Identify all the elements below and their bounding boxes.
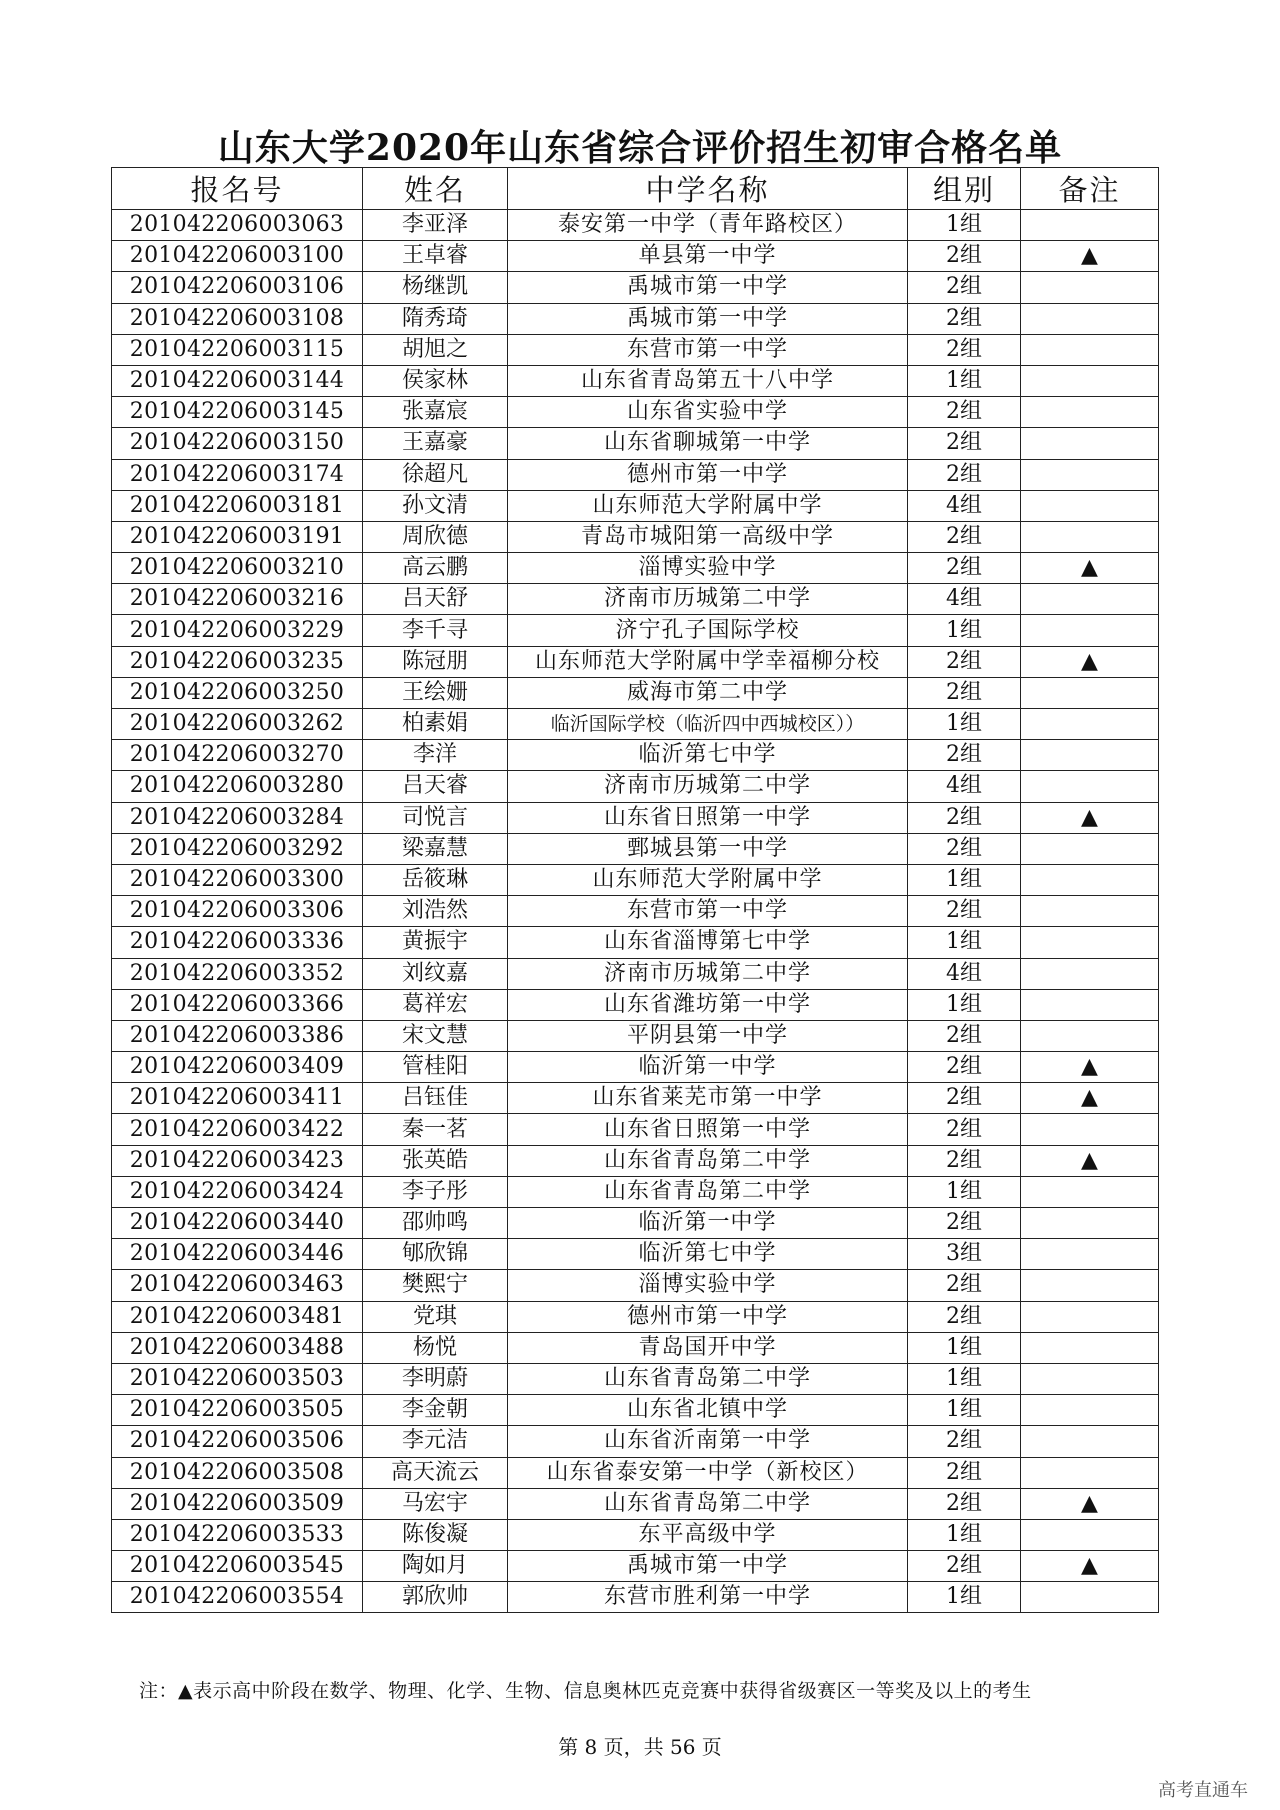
group-cell: 2组: [908, 1145, 1021, 1176]
registration-number-cell: 201042206003284: [112, 802, 363, 833]
remarks-cell: [1021, 989, 1159, 1020]
table-header-row: [112, 168, 1159, 210]
school-name-cell: 临沂第一中学: [508, 1208, 908, 1239]
school-name-cell: 山东省泰安第一中学（新校区）: [508, 1457, 908, 1488]
group-cell: 2组: [908, 459, 1021, 490]
group-cell: 1组: [908, 1395, 1021, 1426]
school-name-cell: 禹城市第一中学: [508, 272, 908, 303]
remarks-cell: [1021, 740, 1159, 771]
registration-number-cell: 201042206003352: [112, 958, 363, 989]
student-name-cell: 侯家林: [363, 365, 508, 396]
table-row: [112, 553, 1159, 584]
registration-number-cell: 201042206003235: [112, 646, 363, 677]
registration-number-cell: 201042206003423: [112, 1145, 363, 1176]
student-name-cell: 高天流云: [363, 1457, 508, 1488]
school-name-cell: 山东省实验中学: [508, 397, 908, 428]
remarks-cell: ▲: [1021, 553, 1159, 584]
group-cell: 1组: [908, 1332, 1021, 1363]
student-name-cell: 李明蔚: [363, 1363, 508, 1394]
table-row: [112, 802, 1159, 833]
remarks-cell: ▲: [1021, 1083, 1159, 1114]
school-name-cell: 威海市第二中学: [508, 677, 908, 708]
student-name-cell: 孙文清: [363, 490, 508, 521]
student-name-cell: 陶如月: [363, 1551, 508, 1582]
table-row: [112, 1519, 1159, 1550]
student-name-cell: 管桂阳: [363, 1052, 508, 1083]
registration-number-cell: 201042206003545: [112, 1551, 363, 1582]
table-row: [112, 833, 1159, 864]
school-name-cell: 山东省青岛第二中学: [508, 1145, 908, 1176]
school-name-cell: 山东省青岛第二中学: [508, 1363, 908, 1394]
student-name-cell: 邵帅鸣: [363, 1208, 508, 1239]
school-name-cell: 青岛国开中学: [508, 1332, 908, 1363]
student-name-cell: 王嘉豪: [363, 428, 508, 459]
registration-number-cell: 201042206003108: [112, 303, 363, 334]
remarks-cell: [1021, 958, 1159, 989]
page-title: 山东大学2020年山东省综合评价招生初审合格名单: [217, 127, 1063, 169]
group-cell: 2组: [908, 1114, 1021, 1145]
school-name-cell: 山东省淄博第七中学: [508, 927, 908, 958]
school-name-cell: 东营市第一中学: [508, 334, 908, 365]
remarks-cell: [1021, 365, 1159, 396]
group-cell: 1组: [908, 365, 1021, 396]
student-name-cell: 胡旭之: [363, 334, 508, 365]
school-name-cell: 青岛市城阳第一高级中学: [508, 521, 908, 552]
remarks-cell: [1021, 334, 1159, 365]
student-name-cell: 杨悦: [363, 1332, 508, 1363]
school-name-cell: 山东省青岛第二中学: [508, 1488, 908, 1519]
registration-number-cell: 201042206003262: [112, 709, 363, 740]
group-cell: 2组: [908, 1208, 1021, 1239]
group-cell: 2组: [908, 334, 1021, 365]
registration-number-cell: 201042206003386: [112, 1020, 363, 1051]
group-cell: 1组: [908, 709, 1021, 740]
column-header-school: 中学名称: [508, 168, 908, 210]
group-cell: 2组: [908, 1457, 1021, 1488]
table-row: [112, 1020, 1159, 1051]
student-name-cell: 马宏宇: [363, 1488, 508, 1519]
group-cell: 2组: [908, 1083, 1021, 1114]
school-name-cell: 山东省日照第一中学: [508, 1114, 908, 1145]
registration-number-cell: 201042206003411: [112, 1083, 363, 1114]
table-row: [112, 771, 1159, 802]
remarks-cell: [1021, 677, 1159, 708]
student-name-cell: 郭欣帅: [363, 1582, 508, 1613]
table-row: [112, 1457, 1159, 1488]
remarks-cell: [1021, 397, 1159, 428]
student-name-cell: 王绘姗: [363, 677, 508, 708]
student-name-cell: 葛祥宏: [363, 989, 508, 1020]
table-row: [112, 241, 1159, 272]
remarks-cell: [1021, 615, 1159, 646]
remarks-cell: [1021, 1239, 1159, 1270]
table-row: [112, 1301, 1159, 1332]
student-name-cell: 徐超凡: [363, 459, 508, 490]
group-cell: 2组: [908, 241, 1021, 272]
table-row: [112, 615, 1159, 646]
student-name-cell: 吕钰佳: [363, 1083, 508, 1114]
remarks-cell: ▲: [1021, 802, 1159, 833]
table-row: [112, 1083, 1159, 1114]
group-cell: 1组: [908, 1519, 1021, 1550]
student-name-cell: 李千寻: [363, 615, 508, 646]
table-row: [112, 1176, 1159, 1207]
school-name-cell: 山东省青岛第二中学: [508, 1176, 908, 1207]
table-row: [112, 210, 1159, 241]
school-name-cell: 临沂第七中学: [508, 740, 908, 771]
group-cell: 2组: [908, 1270, 1021, 1301]
table-row: [112, 927, 1159, 958]
student-name-cell: 岳筱琳: [363, 864, 508, 895]
school-name-cell: 山东师范大学附属中学: [508, 864, 908, 895]
table-row: [112, 272, 1159, 303]
school-name-cell: 东营市第一中学: [508, 896, 908, 927]
table-row: [112, 1582, 1159, 1613]
remarks-cell: ▲: [1021, 1145, 1159, 1176]
table-row: [112, 459, 1159, 490]
registration-number-cell: 201042206003533: [112, 1519, 363, 1550]
table-row: [112, 334, 1159, 365]
registration-number-cell: 201042206003144: [112, 365, 363, 396]
remarks-cell: [1021, 709, 1159, 740]
group-cell: 2组: [908, 740, 1021, 771]
registration-number-cell: 201042206003554: [112, 1582, 363, 1613]
student-name-cell: 王卓睿: [363, 241, 508, 272]
table-row: [112, 740, 1159, 771]
student-name-cell: 李金朝: [363, 1395, 508, 1426]
group-cell: 4组: [908, 490, 1021, 521]
remarks-cell: [1021, 210, 1159, 241]
school-name-cell: 临沂国际学校（临沂四中西城校区））: [508, 709, 908, 740]
student-name-cell: 杨继凯: [363, 272, 508, 303]
school-name-cell: 山东省沂南第一中学: [508, 1426, 908, 1457]
remarks-cell: [1021, 1176, 1159, 1207]
group-cell: 1组: [908, 927, 1021, 958]
group-cell: 2组: [908, 521, 1021, 552]
group-cell: 2组: [908, 303, 1021, 334]
registration-number-cell: 201042206003409: [112, 1052, 363, 1083]
group-cell: 4组: [908, 771, 1021, 802]
table-row: [112, 397, 1159, 428]
remarks-cell: [1021, 1270, 1159, 1301]
column-header-remarks: 备注: [1021, 168, 1159, 210]
registration-number-cell: 201042206003216: [112, 584, 363, 615]
admission-list-table: [111, 167, 1159, 1613]
registration-number-cell: 201042206003446: [112, 1239, 363, 1270]
registration-number-cell: 201042206003463: [112, 1270, 363, 1301]
registration-number-cell: 201042206003422: [112, 1114, 363, 1145]
registration-number-cell: 201042206003336: [112, 927, 363, 958]
student-name-cell: 李亚泽: [363, 210, 508, 241]
table-row: [112, 958, 1159, 989]
table-row: [112, 896, 1159, 927]
group-cell: 2组: [908, 1052, 1021, 1083]
remarks-cell: [1021, 1519, 1159, 1550]
table-row: [112, 1114, 1159, 1145]
remarks-cell: ▲: [1021, 1551, 1159, 1582]
school-name-cell: 山东省潍坊第一中学: [508, 989, 908, 1020]
student-name-cell: 周欣德: [363, 521, 508, 552]
group-cell: 2组: [908, 1020, 1021, 1051]
group-cell: 2组: [908, 272, 1021, 303]
table-row: [112, 709, 1159, 740]
student-name-cell: 陈俊凝: [363, 1519, 508, 1550]
remarks-cell: [1021, 1457, 1159, 1488]
group-cell: 1组: [908, 864, 1021, 895]
remarks-cell: [1021, 428, 1159, 459]
registration-number-cell: 201042206003503: [112, 1363, 363, 1394]
school-name-cell: 禹城市第一中学: [508, 1551, 908, 1582]
student-name-cell: 秦一茗: [363, 1114, 508, 1145]
remarks-cell: [1021, 1332, 1159, 1363]
school-name-cell: 东营市胜利第一中学: [508, 1582, 908, 1613]
remarks-cell: [1021, 833, 1159, 864]
table-body: [112, 210, 1159, 1613]
table-row: [112, 1208, 1159, 1239]
group-cell: 2组: [908, 677, 1021, 708]
school-name-cell: 泰安第一中学（青年路校区）: [508, 210, 908, 241]
registration-number-cell: 201042206003488: [112, 1332, 363, 1363]
group-cell: 1组: [908, 1176, 1021, 1207]
registration-number-cell: 201042206003106: [112, 272, 363, 303]
school-name-cell: 禹城市第一中学: [508, 303, 908, 334]
table-row: [112, 677, 1159, 708]
remarks-cell: [1021, 459, 1159, 490]
footnote: 注：▲表示高中阶段在数学、物理、化学、生物、信息奥林匹克竞赛中获得省级赛区一等奖及以上的考生: [139, 1680, 1032, 1702]
remarks-cell: [1021, 927, 1159, 958]
group-cell: 2组: [908, 646, 1021, 677]
registration-number-cell: 201042206003250: [112, 677, 363, 708]
school-name-cell: 山东省青岛第五十八中学: [508, 365, 908, 396]
school-name-cell: 德州市第一中学: [508, 459, 908, 490]
remarks-cell: [1021, 1363, 1159, 1394]
remarks-cell: [1021, 521, 1159, 552]
table-row: [112, 1239, 1159, 1270]
table-row: [112, 1395, 1159, 1426]
column-header-name: 姓名: [363, 168, 508, 210]
column-header-group: 组别: [908, 168, 1021, 210]
school-name-cell: 山东师范大学附属中学: [508, 490, 908, 521]
table-row: [112, 1270, 1159, 1301]
group-cell: 2组: [908, 802, 1021, 833]
student-name-cell: 陈冠朋: [363, 646, 508, 677]
registration-number-cell: 201042206003366: [112, 989, 363, 1020]
school-name-cell: 淄博实验中学: [508, 553, 908, 584]
registration-number-cell: 201042206003424: [112, 1176, 363, 1207]
student-name-cell: 柏素娟: [363, 709, 508, 740]
registration-number-cell: 201042206003181: [112, 490, 363, 521]
student-name-cell: 郇欣锦: [363, 1239, 508, 1270]
school-name-cell: 济南市历城第二中学: [508, 584, 908, 615]
school-name-cell: 德州市第一中学: [508, 1301, 908, 1332]
school-name-cell: 淄博实验中学: [508, 1270, 908, 1301]
table-row: [112, 1551, 1159, 1582]
registration-number-cell: 201042206003509: [112, 1488, 363, 1519]
group-cell: 2组: [908, 1301, 1021, 1332]
student-name-cell: 李洋: [363, 740, 508, 771]
group-cell: 2组: [908, 833, 1021, 864]
school-name-cell: 临沂第七中学: [508, 1239, 908, 1270]
registration-number-cell: 201042206003481: [112, 1301, 363, 1332]
remarks-cell: [1021, 864, 1159, 895]
registration-number-cell: 201042206003150: [112, 428, 363, 459]
student-name-cell: 樊熙宁: [363, 1270, 508, 1301]
student-name-cell: 刘浩然: [363, 896, 508, 927]
registration-number-cell: 201042206003100: [112, 241, 363, 272]
table-row: [112, 584, 1159, 615]
group-cell: 2组: [908, 1488, 1021, 1519]
school-name-cell: 济南市历城第二中学: [508, 771, 908, 802]
group-cell: 2组: [908, 397, 1021, 428]
school-name-cell: 山东省聊城第一中学: [508, 428, 908, 459]
table-row: [112, 1426, 1159, 1457]
student-name-cell: 党琪: [363, 1301, 508, 1332]
student-name-cell: 黄振宇: [363, 927, 508, 958]
registration-number-cell: 201042206003115: [112, 334, 363, 365]
registration-number-cell: 201042206003145: [112, 397, 363, 428]
school-name-cell: 山东省日照第一中学: [508, 802, 908, 833]
registration-number-cell: 201042206003440: [112, 1208, 363, 1239]
remarks-cell: ▲: [1021, 1488, 1159, 1519]
group-cell: 4组: [908, 958, 1021, 989]
registration-number-cell: 201042206003270: [112, 740, 363, 771]
registration-number-cell: 201042206003174: [112, 459, 363, 490]
registration-number-cell: 201042206003508: [112, 1457, 363, 1488]
student-name-cell: 张嘉宸: [363, 397, 508, 428]
table-row: [112, 1052, 1159, 1083]
school-name-cell: 山东师范大学附属中学幸福柳分校: [508, 646, 908, 677]
registration-number-cell: 201042206003506: [112, 1426, 363, 1457]
group-cell: 1组: [908, 1363, 1021, 1394]
student-name-cell: 李元洁: [363, 1426, 508, 1457]
table-row: [112, 646, 1159, 677]
student-name-cell: 吕天睿: [363, 771, 508, 802]
registration-number-cell: 201042206003505: [112, 1395, 363, 1426]
remarks-cell: [1021, 490, 1159, 521]
group-cell: 2组: [908, 428, 1021, 459]
remarks-cell: [1021, 1582, 1159, 1613]
school-name-cell: 山东省莱芜市第一中学: [508, 1083, 908, 1114]
group-cell: 1组: [908, 615, 1021, 646]
school-name-cell: 平阴县第一中学: [508, 1020, 908, 1051]
student-name-cell: 隋秀琦: [363, 303, 508, 334]
remarks-cell: [1021, 896, 1159, 927]
school-name-cell: 济南市历城第二中学: [508, 958, 908, 989]
table-row: [112, 1488, 1159, 1519]
remarks-cell: [1021, 584, 1159, 615]
remarks-cell: [1021, 1114, 1159, 1145]
remarks-cell: ▲: [1021, 241, 1159, 272]
school-name-cell: 鄄城县第一中学: [508, 833, 908, 864]
registration-number-cell: 201042206003210: [112, 553, 363, 584]
student-name-cell: 吕天舒: [363, 584, 508, 615]
remarks-cell: [1021, 1301, 1159, 1332]
school-name-cell: 济宁孔子国际学校: [508, 615, 908, 646]
remarks-cell: [1021, 1426, 1159, 1457]
school-name-cell: 临沂第一中学: [508, 1052, 908, 1083]
group-cell: 2组: [908, 1426, 1021, 1457]
remarks-cell: [1021, 771, 1159, 802]
table-row: [112, 490, 1159, 521]
registration-number-cell: 201042206003191: [112, 521, 363, 552]
table-row: [112, 1363, 1159, 1394]
remarks-cell: ▲: [1021, 1052, 1159, 1083]
registration-number-cell: 201042206003306: [112, 896, 363, 927]
group-cell: 3组: [908, 1239, 1021, 1270]
group-cell: 2组: [908, 553, 1021, 584]
registration-number-cell: 201042206003280: [112, 771, 363, 802]
remarks-cell: [1021, 1208, 1159, 1239]
remarks-cell: [1021, 303, 1159, 334]
table-row: [112, 303, 1159, 334]
student-name-cell: 李子彤: [363, 1176, 508, 1207]
column-header-registration-number: 报名号: [112, 168, 363, 210]
school-name-cell: 单县第一中学: [508, 241, 908, 272]
watermark: 高考直通车: [1158, 1780, 1248, 1801]
registration-number-cell: 201042206003292: [112, 833, 363, 864]
student-name-cell: 梁嘉慧: [363, 833, 508, 864]
page-number: 第 8 页，共 56 页: [558, 1735, 722, 1759]
registration-number-cell: 201042206003063: [112, 210, 363, 241]
group-cell: 1组: [908, 210, 1021, 241]
remarks-cell: [1021, 272, 1159, 303]
table-row: [112, 365, 1159, 396]
remarks-cell: ▲: [1021, 646, 1159, 677]
school-name-cell: 山东省北镇中学: [508, 1395, 908, 1426]
registration-number-cell: 201042206003300: [112, 864, 363, 895]
table-row: [112, 989, 1159, 1020]
table-row: [112, 864, 1159, 895]
student-name-cell: 刘纹嘉: [363, 958, 508, 989]
registration-number-cell: 201042206003229: [112, 615, 363, 646]
group-cell: 4组: [908, 584, 1021, 615]
student-name-cell: 高云鹏: [363, 553, 508, 584]
group-cell: 1组: [908, 989, 1021, 1020]
table-row: [112, 428, 1159, 459]
student-name-cell: 宋文慧: [363, 1020, 508, 1051]
group-cell: 2组: [908, 1551, 1021, 1582]
student-name-cell: 张英皓: [363, 1145, 508, 1176]
remarks-cell: [1021, 1395, 1159, 1426]
table-row: [112, 521, 1159, 552]
table-row: [112, 1332, 1159, 1363]
group-cell: 1组: [908, 1582, 1021, 1613]
school-name-cell: 东平高级中学: [508, 1519, 908, 1550]
remarks-cell: [1021, 1020, 1159, 1051]
student-name-cell: 司悦言: [363, 802, 508, 833]
group-cell: 2组: [908, 896, 1021, 927]
table-row: [112, 1145, 1159, 1176]
